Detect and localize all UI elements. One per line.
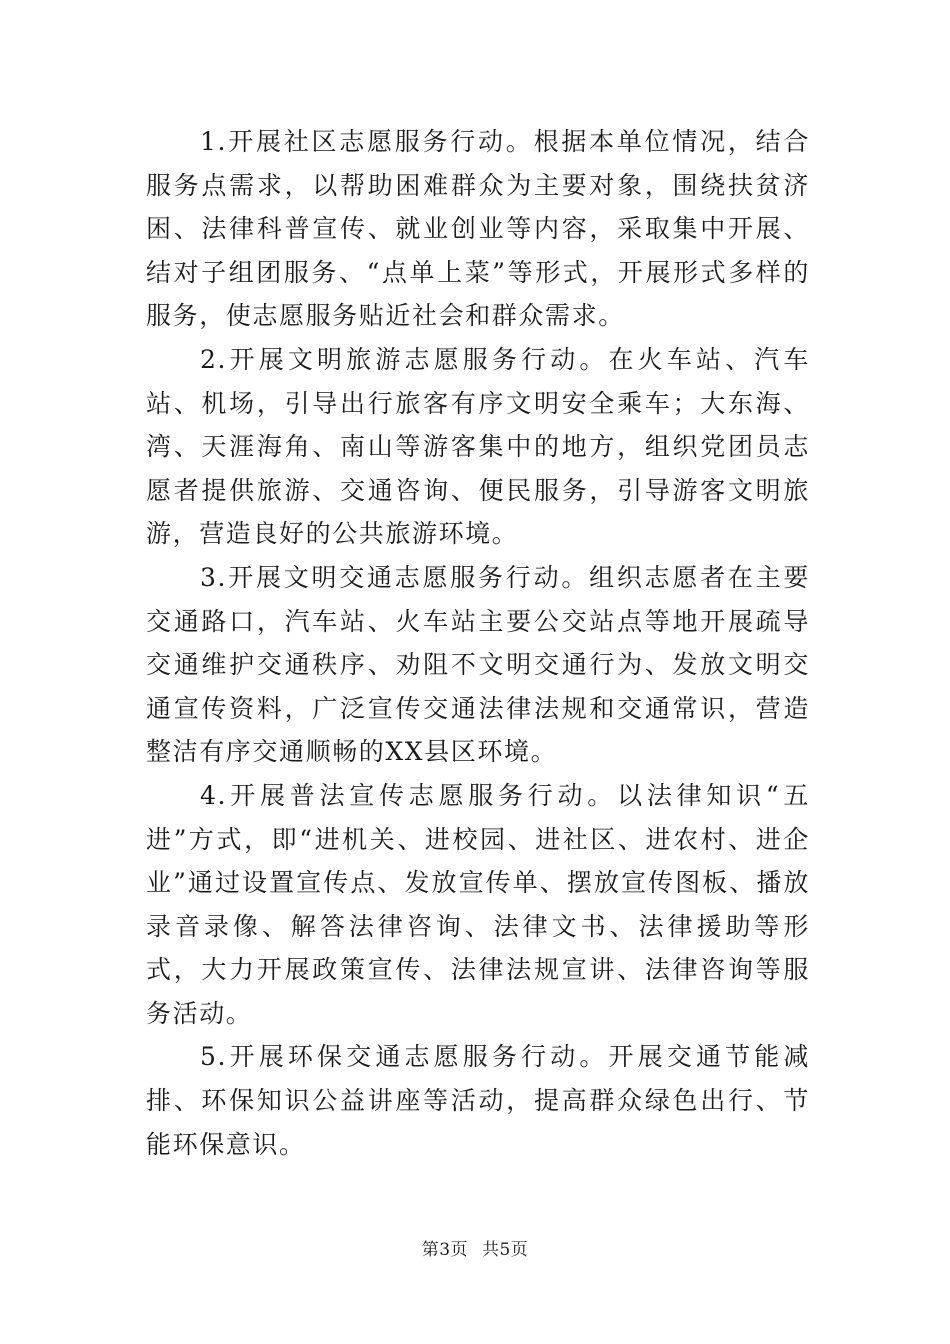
paragraph-4: 4.开展普法宣传志愿服务行动。以法律知识“五进”方式，即“进机关、进校园、进社区、进农村、进企业”通过设置宣传点、发放宣传单、摆放宣传图板、播放录音录像、解答法律咨询、法律文书、法律援助等形式，大力开展政策宣传、法律法规宣讲、法律咨询等服务活动。 (146, 780, 810, 1028)
page-number-total: 共5页 (481, 1240, 529, 1260)
paragraph-3: 3.开展文明交通志愿服务行动。组织志愿者在主要交通路口，汽车站、火车站主要公交站点等地开展疏导交通维护交通秩序、劝阻不文明交通行为、发放文明交通宣传资料，广泛宣传交通法律法规和交通常识，营造整洁有序交通顺畅的XX县区环境。 (146, 562, 810, 767)
page-number-current: 第3页 (421, 1240, 469, 1260)
paragraph-2: 2.开展文明旅游志愿服务行动。在火车站、汽车站、机场，引导出行旅客有序文明安全乘车；大东海、湾、天涯海角、南山等游客集中的地方，组织党团员志愿者提供旅游、交通咨询、便民服务，引导游客文明旅游，营造良好的公共旅游环境。 (146, 344, 810, 549)
page-footer (0, 1238, 950, 1262)
document-body (146, 120, 810, 1166)
paragraph-1: 1.开展社区志愿服务行动。根据本单位情况，结合服务点需求，以帮助困难群众为主要对象，围绕扶贫济困、法律科普宣传、就业创业等内容，采取集中开展、结对子组团服务、“点单上菜”等形式，开展形式多样的服务，使志愿服务贴近社会和群众需求。 (146, 127, 810, 331)
paragraph-5: 5.开展环保交通志愿服务行动。开展交通节能减排、环保知识公益讲座等活动，提高群众绿色出行、节能环保意识。 (146, 1042, 810, 1159)
